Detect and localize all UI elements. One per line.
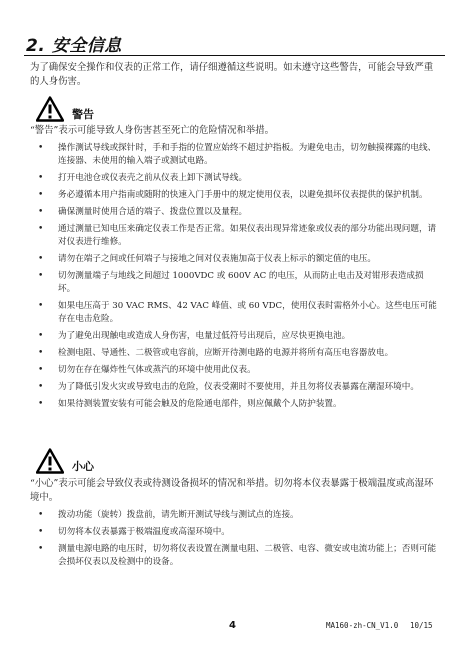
caution-item-text: 拨动功能（旋转）拨盘前，请先断开测试导线与测试点的连接。 xyxy=(58,510,299,520)
caution-item xyxy=(30,509,440,522)
bullet-icon: • xyxy=(38,254,44,264)
caution-title: 小心 xyxy=(72,460,94,473)
warning-item xyxy=(30,172,440,185)
footer-doc-id: MA160-zh-CN_V1.0 xyxy=(326,621,399,630)
bullet-icon: • xyxy=(38,348,44,358)
warning-description: “警告”表示可能导致人身伤害甚至死亡的危险情况和举措。 xyxy=(30,125,274,136)
caution-triangle-icon xyxy=(36,448,64,474)
bullet-icon: • xyxy=(38,224,44,234)
warning-item xyxy=(30,381,440,394)
section-heading xyxy=(26,31,122,56)
warning-item xyxy=(30,142,440,168)
warning-list xyxy=(30,142,440,415)
warning-item xyxy=(30,206,440,219)
warning-item-text: 请勿在端子之间或任何端子与接地之间对仪表施加高于仪表上标示的额定值的电压。 xyxy=(58,254,376,264)
footer-page-count: 10/15 xyxy=(410,621,433,630)
warning-item xyxy=(30,223,440,249)
bullet-icon: • xyxy=(38,173,44,183)
warning-item xyxy=(30,189,440,202)
bullet-icon: • xyxy=(38,331,44,341)
bullet-icon: • xyxy=(38,190,44,200)
bullet-icon: • xyxy=(38,207,44,217)
warning-title: 警告 xyxy=(72,108,94,121)
footer-page-number: 4 xyxy=(229,620,236,631)
warning-item xyxy=(30,330,440,343)
warning-item xyxy=(30,270,440,296)
warning-item-text: 操作测试导线或探针时，手和手指的位置应始终不超过护指板。为避免电击，切勿触摸裸露的电线、连接器、未使用的输入端子或测试电路。 xyxy=(58,143,437,166)
bullet-icon: • xyxy=(38,544,44,554)
warning-triangle-icon xyxy=(36,96,64,122)
heading-rule xyxy=(24,55,445,56)
bullet-icon: • xyxy=(38,399,44,409)
caution-item xyxy=(30,543,440,569)
bullet-icon: • xyxy=(38,301,44,311)
warning-item-text: 切勿测量端子与地线之间超过 1000VDC 或 600V AC 的电压，从而防止电击及对钳形表造成损坏。 xyxy=(58,271,424,294)
bullet-icon: • xyxy=(38,382,44,392)
warning-item xyxy=(30,364,440,377)
warning-item-text: 打开电池仓或仪表壳之前从仪表上卸下测试导线。 xyxy=(58,173,248,183)
warning-item-text: 务必遵循本用户指南或随附的快速入门手册中的规定使用仪表，以避免损坏仪表提供的保护机制。 xyxy=(58,190,428,200)
caution-item-text: 切勿将本仪表暴露于极端温度或高湿环境中。 xyxy=(58,527,230,537)
warning-item-text: 通过测量已知电压来确定仪表工作是否正常。如果仪表出现异常迹象或仪表的部分功能出现问题，请对仪表进行维修。 xyxy=(58,224,437,247)
caution-item-text: 测量电源电路的电压时，切勿将仪表设置在测量电阻、二极管、电容、微安或电流功能上；否则可能会损坏仪表以及检测中的设备。 xyxy=(58,544,437,567)
warning-item-text: 如果待测装置安装有可能会触及的危险通电部件，则应佩戴个人防护装置。 xyxy=(58,399,342,409)
bullet-icon: • xyxy=(38,143,44,153)
warning-item-text: 为了避免出现触电或造成人身伤害，电量过低符号出现后，应尽快更换电池。 xyxy=(58,331,351,341)
caution-list xyxy=(30,509,440,573)
warning-item xyxy=(30,347,440,360)
bullet-icon: • xyxy=(38,271,44,281)
warning-item-text: 确保测量时使用合适的端子、拨盘位置以及量程。 xyxy=(58,207,248,217)
warning-item xyxy=(30,300,440,326)
section-number: 2. xyxy=(26,36,46,56)
bullet-icon: • xyxy=(38,527,44,537)
bullet-icon: • xyxy=(38,365,44,375)
warning-item xyxy=(30,398,440,411)
intro-paragraph: 为了确保安全操作和仪表的正常工作，请仔细遵循这些说明。如未遵守这些警告，可能会导致严重的人身伤害。 xyxy=(30,62,434,87)
warning-item-text: 如果电压高于 30 VAC RMS、42 VAC 峰值、或 60 VDC，使用仪表时需格外小心。这些电压可能存在电击危险。 xyxy=(58,301,437,324)
warning-item-text: 为了降低引发火灾或导致电击的危险，仪表受潮时不要使用，并且勿将仪表暴露在潮湿环境中。 xyxy=(58,382,419,392)
bullet-icon: • xyxy=(38,510,44,520)
caution-description: “小心”表示可能会导致仪表或待测设备损坏的情况和举措。切勿将本仪表暴露于极端温度或高湿环境中。 xyxy=(30,478,434,503)
warning-item-text: 检测电阻、导通性、二极管或电容前，应断开待测电路的电源并将所有高压电容器放电。 xyxy=(58,348,394,358)
section-title: 安全信息 xyxy=(51,36,122,56)
warning-item-text: 切勿在存在爆炸性气体或蒸汽的环境中使用此仪表。 xyxy=(58,365,256,375)
caution-item xyxy=(30,526,440,539)
warning-item xyxy=(30,253,440,266)
